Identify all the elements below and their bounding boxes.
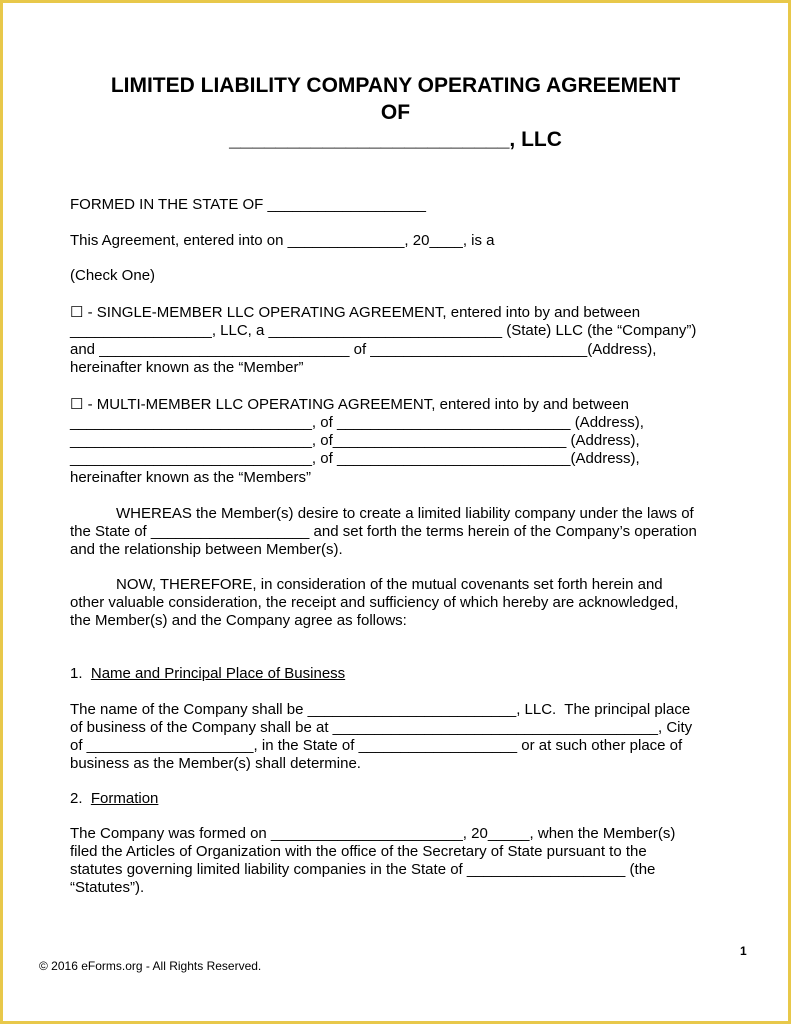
multi-member-option: ☐ - MULTI-MEMBER LLC OPERATING AGREEMENT, entered into by and between [70,396,629,413]
multi-member-line: _____________________________, of ____________________________ (Address), [70,414,644,431]
section-1-text: of ____________________, in the State of ___________________ or at such other place of [70,737,683,754]
check-one-label: (Check One) [70,267,156,284]
document-title-of: OF [380,101,411,124]
section-title: Name and Principal Place of Business [90,665,346,682]
section-2-text: filed the Articles of Organization with the office of the Secretary of State pursuant to the [70,843,647,860]
multi-member-line: hereinafter known as the “Members” [70,469,311,486]
section-1-text: The name of the Company shall be _________________________, LLC. The principal place [70,701,691,718]
single-member-line: and ______________________________ of __________________________(Address), [70,341,657,358]
copyright-footer: © 2016 eForms.org - All Rights Reserved. [39,959,262,973]
single-member-line: _________________, LLC, a ____________________________ (State) LLC (the “Company”) [70,322,697,339]
document-title: LIMITED LIABILITY COMPANY OPERATING AGREEMENT [110,74,681,97]
company-name-line: ________________________, LLC [229,128,562,151]
section-2-heading [70,790,158,808]
single-member-line: hereinafter known as the “Member” [70,359,304,376]
whereas-paragraph: and the relationship between Member(s). [70,541,343,558]
now-therefore-paragraph: NOW, THEREFORE, in consideration of the mutual covenants set forth herein and [116,576,663,593]
now-therefore-paragraph: the Member(s) and the Company agree as follows: [70,612,407,629]
section-2-text: statutes governing limited liability companies in the State of ___________________ (the [70,861,656,878]
multi-member-line: _____________________________, of____________________________ (Address), [70,432,640,449]
whereas-paragraph: the State of ___________________ and set forth the terms herein of the Company’s operation [70,523,697,540]
page-number: 1 [740,944,747,958]
formed-state-line: FORMED IN THE STATE OF ___________________ [70,196,427,213]
section-1-heading [70,665,345,683]
section-1-text: of business of the Company shall be at _______________________________________, City [70,719,693,736]
section-1-text: business as the Member(s) shall determine. [70,755,361,772]
section-title: Formation [90,790,159,807]
single-member-option: ☐ - SINGLE-MEMBER LLC OPERATING AGREEMENT, entered into by and between [70,304,641,321]
section-2-text: The Company was formed on _______________________, 20_____, when the Member(s) [70,825,676,842]
agreement-date-line: This Agreement, entered into on ______________, 20____, is a [70,232,495,249]
whereas-paragraph: WHEREAS the Member(s) desire to create a limited liability company under the laws of [116,505,694,522]
section-number: 1. [70,665,91,682]
multi-member-line: _____________________________, of ____________________________(Address), [70,450,640,467]
now-therefore-paragraph: other valuable consideration, the receipt and sufficiency of which hereby are acknowledged, [70,594,679,611]
section-2-text: “Statutes”). [70,879,145,896]
section-number: 2. [70,790,91,807]
